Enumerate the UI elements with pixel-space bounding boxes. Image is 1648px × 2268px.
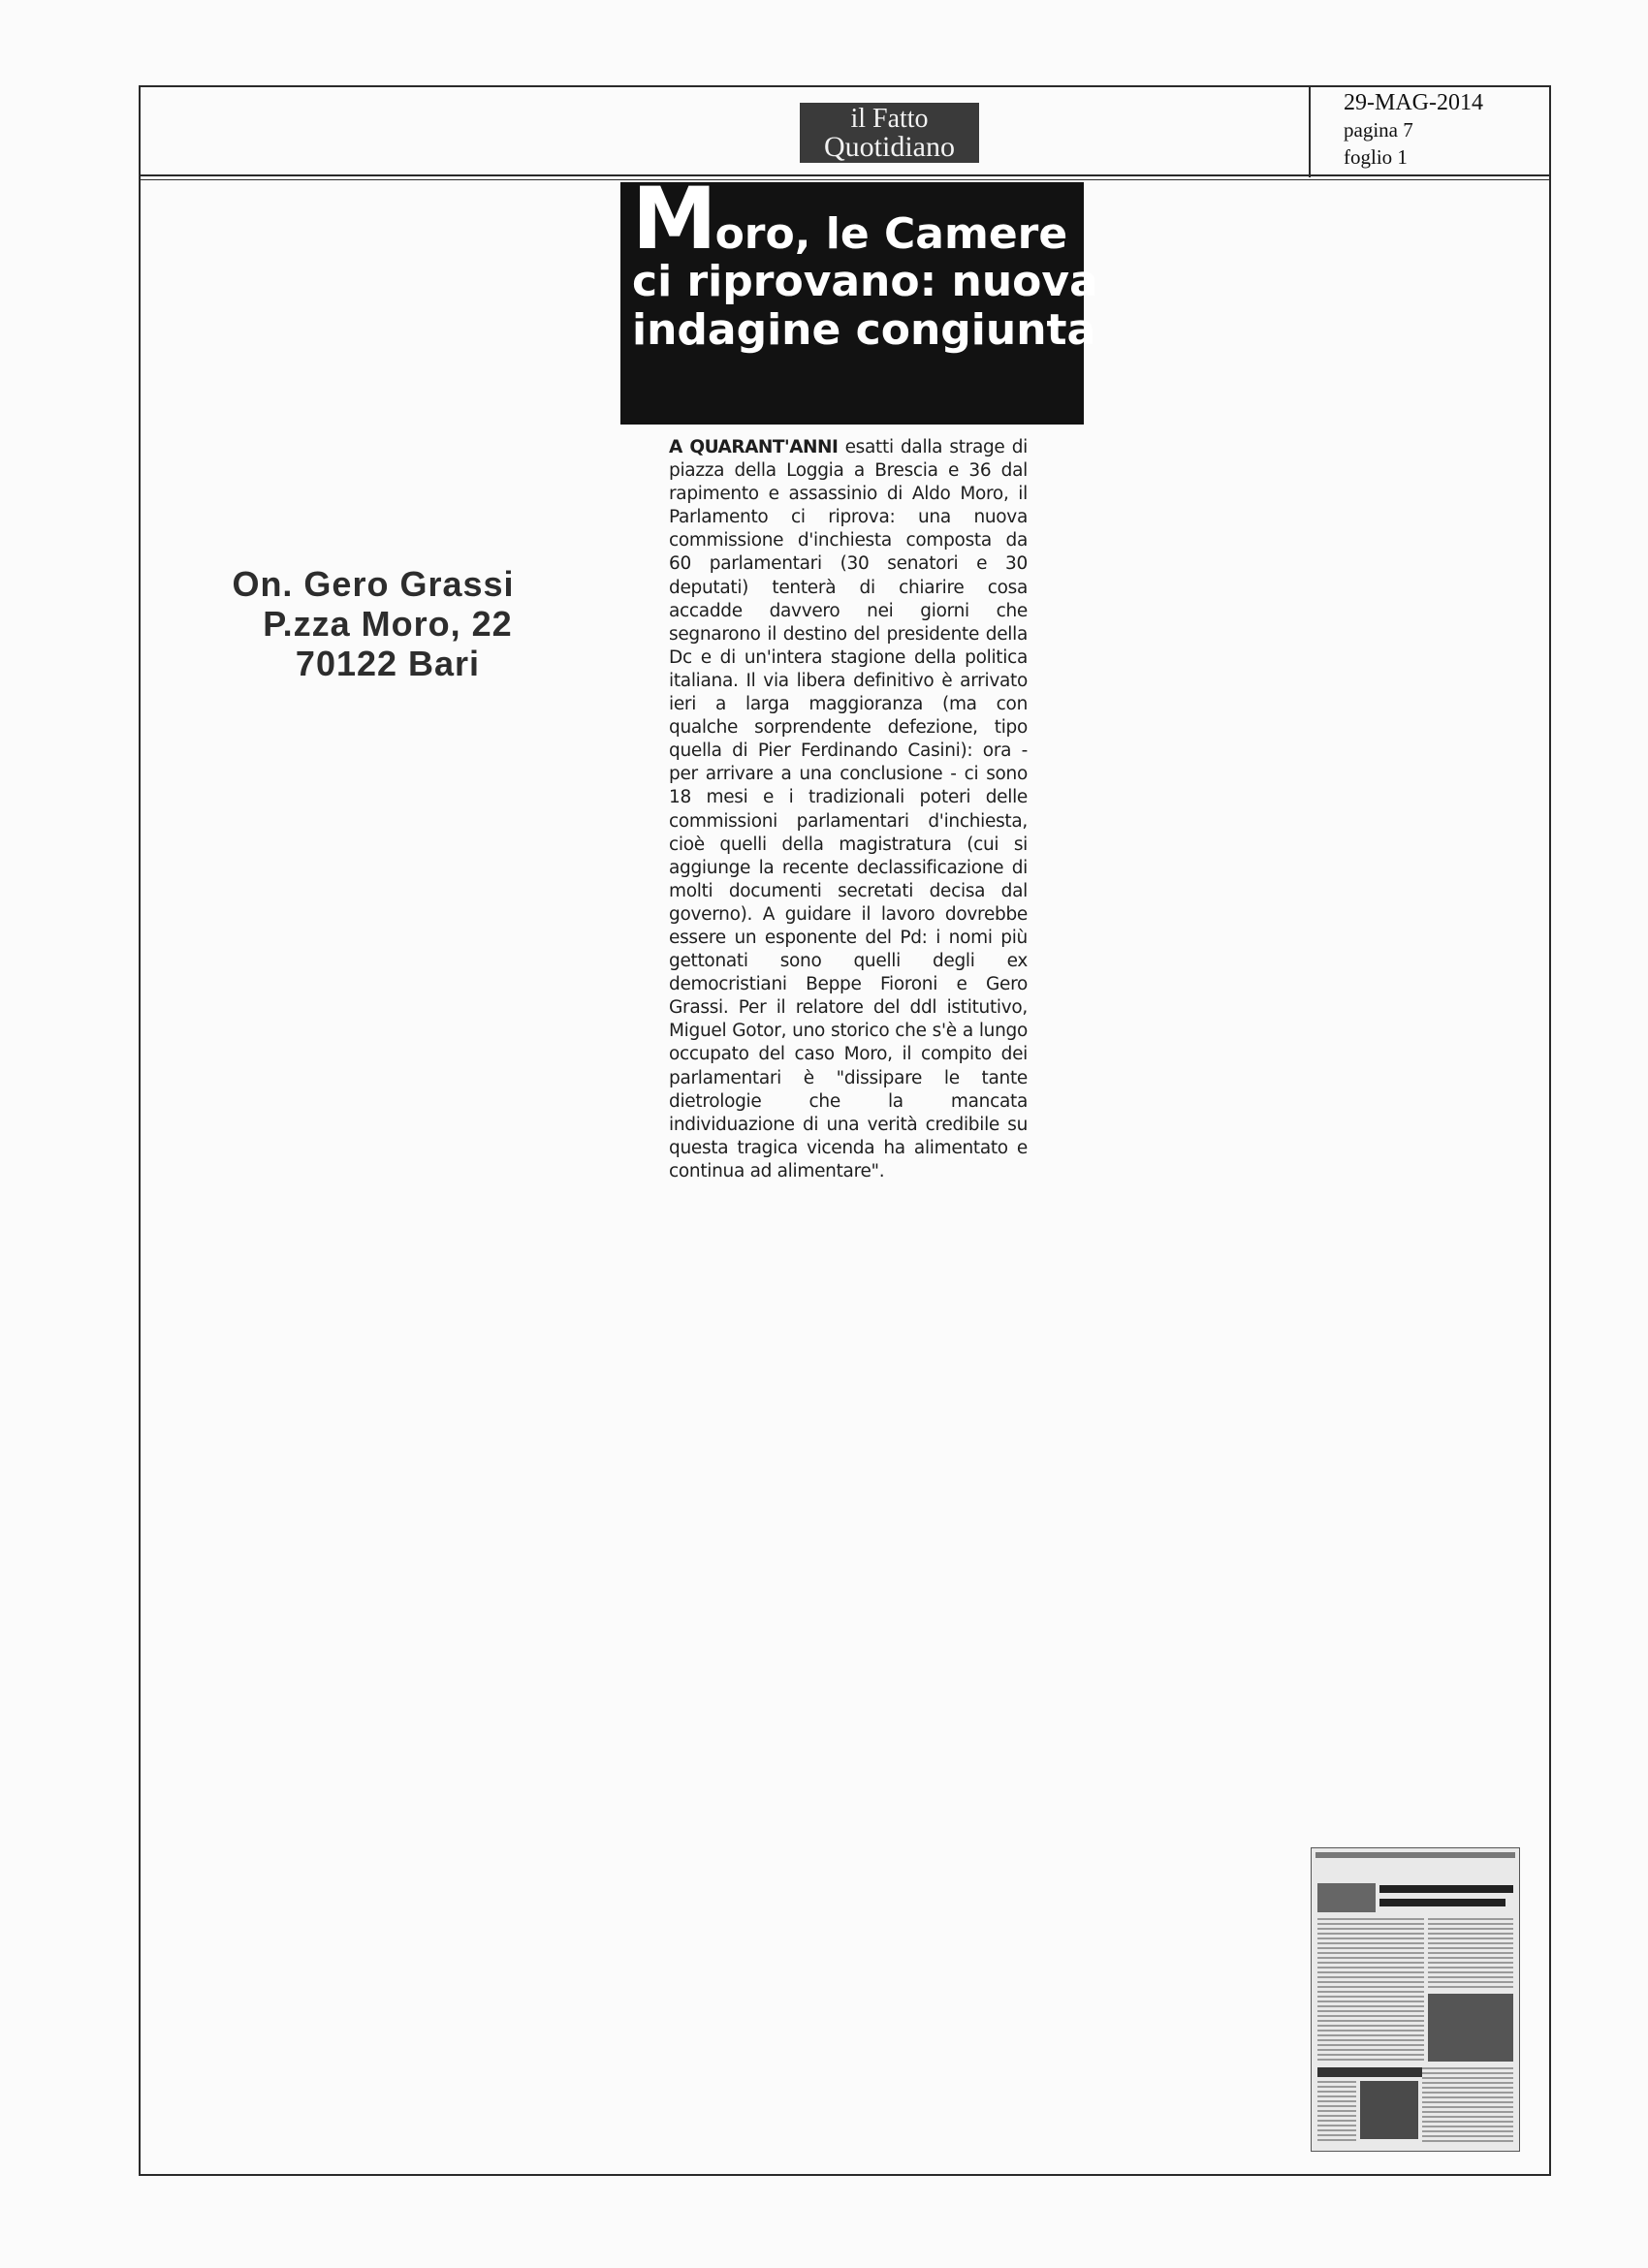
stamp-street: P.zza Moro, 22 [263, 604, 513, 644]
sheet-number: foglio 1 [1344, 145, 1408, 169]
headline-line2: ci riprovano: nuova [632, 257, 1098, 306]
article-body [669, 436, 1028, 1183]
thumbnail-text-column [1317, 2081, 1356, 2143]
stamp-city: 70122 Bari [295, 644, 481, 683]
article-lead: A QUARANT'ANNI [669, 437, 839, 457]
page-number: pagina 7 [1344, 118, 1413, 142]
article-headline [620, 169, 1098, 425]
headline-initial: M [632, 169, 715, 268]
publication-date: 29-MAG-2014 [1344, 90, 1483, 115]
thumbnail-photo [1360, 2081, 1418, 2139]
headline-line3: indagine congiunta [632, 305, 1096, 355]
thumbnail-photo [1428, 1994, 1513, 2062]
date-box [1309, 85, 1551, 177]
thumbnail-photo [1317, 1883, 1376, 1912]
logo-line1: il Fatto [850, 104, 929, 134]
thumbnail-subheadline [1317, 2067, 1424, 2077]
newspaper-logo [800, 103, 979, 163]
thumbnail-headline [1379, 1885, 1513, 1893]
page-thumbnail [1311, 1847, 1520, 2152]
headline-line1: oro, le Camere [714, 209, 1068, 259]
thumbnail-text-column [1428, 1918, 1513, 1988]
header-divider-thin [139, 179, 1551, 180]
thumbnail-masthead [1315, 1852, 1515, 1858]
address-stamp [218, 564, 557, 683]
stamp-name: On. Gero Grassi [232, 564, 515, 604]
thumbnail-headline [1379, 1899, 1505, 1906]
logo-line2: Quotidiano [824, 131, 955, 163]
thumbnail-text-column [1422, 2067, 1513, 2143]
thumbnail-text-column [1317, 1918, 1424, 2063]
article-text: esatti dalla strage di piazza della Loggia a Brescia e 36 dal rapimento e assassinio di Aldo Moro, il Parlamento ci riprova: una nuova commissione d'inchiesta composta da 60 parlamentari (30 senatori e 30 deputati) tenterà di chiarire cosa accadde davvero nei giorni che segnarono il destino del presidente della Dc e di un'intera stagione della politica italiana. Il via libera definitivo è arrivato ieri a larga maggioranza (ma con qualche sorprendente defezione, tipo quella di Pier Ferdinando Casini): ora - per arrivare a una conclusione - ci sono 18 mesi e i tradizionali poteri delle commissioni parlamentari d'inchiesta, cioè quelli della magistratura (cui si aggiunge la recente declassificazione di molti documenti secretati decisa dal governo). A guidare il lavoro dovrebbe essere un esponente del Pd: i nomi più gettonati sono quelli degli ex democristiani Beppe Fioroni e Gero Grassi. Per il relatore del ddl istitutivo, Miguel Gotor, uno storico che s'è a lungo occupato del caso Moro, il compito dei parlamentari è "dissipare le tante dietrologie che la mancata individuazione di una verità credibile su questa tragica vicenda ha alimentato e continua ad alimentare". [669, 437, 1028, 1181]
